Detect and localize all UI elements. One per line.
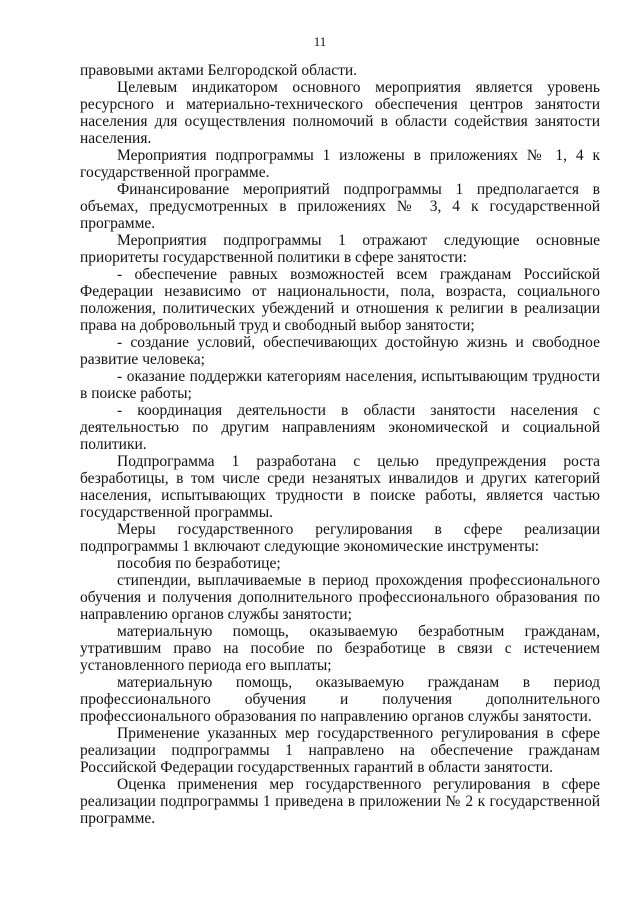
paragraph-assessment: Оценка применения мер государственного регулирования в сфере реализации подпрограммы 1 приведена в приложении № 2 к государственной программе. (80, 776, 600, 827)
list-item-support: - оказание поддержки категориям населения, испытывающим трудности в поиске работы; (80, 368, 600, 402)
instrument-stipends: стипендии, выплачиваемые в период прохождения профессионального обучения и получения дополнительного профессионального образования по направлению органов службы занятости; (80, 572, 600, 623)
paragraph-financing: Финансирование мероприятий подпрограммы 1 предполагается в объемах, предусмотренных в приложениях № 3, 4 к государственной программе. (80, 181, 600, 232)
instrument-unemployment-benefits: пособия по безработице; (117, 555, 281, 572)
paragraph-regulation-measures: Меры государственного регулирования в сфере реализации подпрограммы 1 включают следующие экономические инструменты: (80, 521, 600, 555)
page-number: 11 (313, 34, 327, 49)
paragraph-purpose: Подпрограмма 1 разработана с целью предупреждения роста безработицы, в том числе среди незанятых инвалидов и других категорий населения, испытывающих трудности в поиске работы, является частью государственной программы. (80, 453, 600, 521)
list-item-coordination: - координация деятельности в области занятости населения с деятельностью по другим направлениям экономической и социальной политики. (80, 402, 600, 453)
paragraph-activities: Мероприятия подпрограммы 1 изложены в приложениях № 1, 4 к государственной программе. (80, 147, 600, 181)
list-item-living-conditions: - создание условий, обеспечивающих достойную жизнь и свободное развитие человека; (80, 334, 600, 368)
instrument-aid-training: материальную помощь, оказываемую гражданам в период профессионального обучения и получения дополнительного профессионального образования по направлению органов службы занятости. (80, 674, 600, 725)
paragraph-application: Применение указанных мер государственного регулирования в сфере реализации подпрограммы 1 направлено на обеспечение гражданам Российской Федерации государственных гарантий в области занятости. (80, 725, 600, 776)
document-body (80, 62, 600, 827)
paragraph-priorities: Мероприятия подпрограммы 1 отражают следующие основные приоритеты государственной политики в сфере занятости: (80, 232, 600, 266)
paragraph-target-indicator: Целевым индикатором основного мероприятия является уровень ресурсного и материально-технического обеспечения центров занятости населения для осуществления полномочий в области содействия занятости населения. (80, 79, 600, 147)
list-item-equal-opportunities: - обеспечение равных возможностей всем гражданам Российской Федерации независимо от национальности, пола, возраста, социального положения, политических убеждений и отношения к религии в реализации права на добровольный труд и свободный выбор занятости; (80, 266, 600, 334)
instrument-aid-unemployed: материальную помощь, оказываемую безработным гражданам, утратившим право на пособие по безработице в связи с истечением установленного периода его выплаты; (80, 623, 600, 674)
paragraph-continuation: правовыми актами Белгородской области. (80, 62, 358, 79)
